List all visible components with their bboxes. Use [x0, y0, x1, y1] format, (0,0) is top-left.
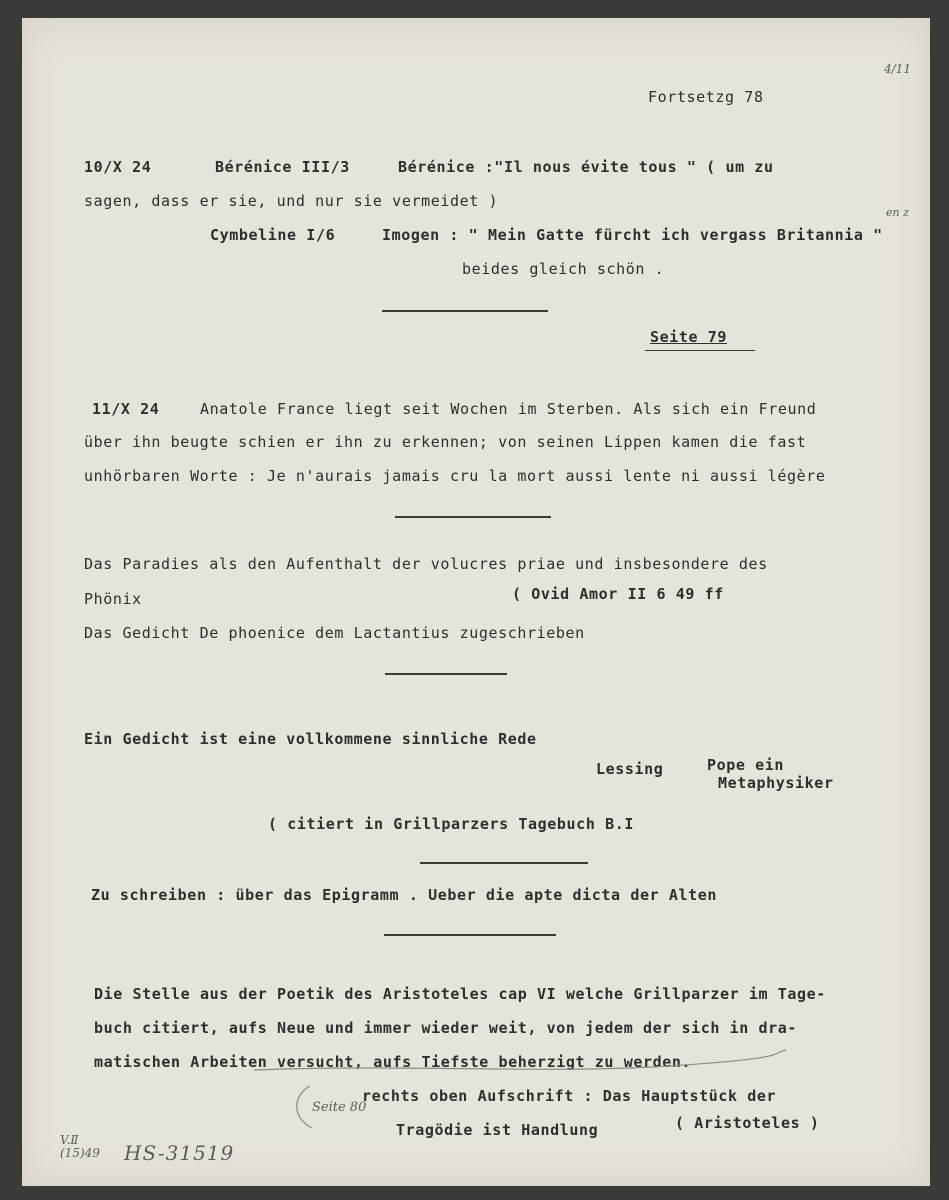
entry6-line5-ref: ( Aristoteles ) — [675, 1114, 820, 1132]
section-divider — [420, 862, 588, 864]
entry5-line1: Zu schreiben : über das Epigramm . Ueber die apte dicta der Alten — [91, 886, 717, 904]
entry3-reference: ( Ovid Amor II 6 49 ff — [512, 585, 724, 603]
section-divider — [385, 673, 507, 675]
entry2-date: 11/X 24 — [92, 400, 160, 418]
entry6-line1: Die Stelle aus der Poetik des Aristoteles cap VI welche Grillparzer im Tage- — [94, 985, 826, 1003]
entry4-line1: Ein Gedicht ist eine vollkommene sinnliche Rede — [84, 730, 537, 748]
entry2-line3: unhörbaren Worte : Je n'aurais jamais cru la mort aussi lente ni aussi légère — [84, 467, 826, 485]
handwritten-correction: en z — [886, 206, 909, 219]
pencil-note-seite80: Seite 80 — [312, 1100, 367, 1115]
entry6-line3: matischen Arbeiten versucht, aufs Tiefste beherzigt zu werden. — [94, 1053, 692, 1071]
entry6-line2: buch citiert, aufs Neue und immer wieder weit, von jedem der sich in dra- — [94, 1019, 798, 1037]
entry1-quote-cont: beides gleich schön . — [462, 260, 665, 278]
section-divider — [384, 934, 556, 936]
archive-mark: V.Ⅱ (15)49 — [60, 1133, 100, 1160]
entry4-note2: Metaphysiker — [718, 774, 834, 792]
section-divider — [395, 516, 551, 518]
entry6-line5: Tragödie ist Handlung — [396, 1121, 599, 1139]
entry4-citation: ( citiert in Grillparzers Tagebuch B.I — [268, 815, 634, 833]
entry2-line2: über ihn beugte schien er ihn zu erkennen; von seinen Lippen kamen die fast — [84, 433, 807, 451]
entry4-note1: Pope ein — [707, 756, 785, 774]
entry1-quote-berenice: Bérénice :"Il nous évite tous " ( um zu — [398, 158, 774, 176]
heading-underline — [645, 350, 755, 351]
entry1-date: 10/X 24 — [84, 158, 152, 176]
entry1-play-berenice: Bérénice III/3 — [215, 158, 350, 176]
entry3-line2: Phönix — [84, 590, 142, 608]
shelf-number: HS-31519 — [124, 1141, 235, 1165]
corner-pencil-mark: 4/11 — [884, 62, 911, 76]
entry1-line2: sagen, dass er sie, und nur sie vermeidet ) — [84, 192, 499, 210]
continuation-label: Fortsetzg 78 — [648, 88, 764, 106]
entry2-line1: Anatole France liegt seit Wochen im Sterben. Als sich ein Freund — [200, 400, 817, 418]
entry4-author: Lessing — [596, 760, 664, 778]
pencil-underline — [250, 1046, 790, 1076]
entry3-line1: Das Paradies als den Aufenthalt der volucres priae und insbesondere des — [84, 555, 768, 573]
section-divider — [382, 310, 548, 312]
entry6-line4: rechts oben Aufschrift : Das Hauptstück der — [362, 1087, 777, 1105]
entry1-play-cymbeline: Cymbeline I/6 — [210, 226, 336, 244]
page-number-heading: Seite 79 — [650, 328, 728, 346]
entry3-line3: Das Gedicht De phoenice dem Lactantius zugeschrieben — [84, 624, 585, 642]
entry1-quote-imogen: Imogen : " Mein Gatte fürcht ich vergass Britannia " — [382, 226, 883, 244]
